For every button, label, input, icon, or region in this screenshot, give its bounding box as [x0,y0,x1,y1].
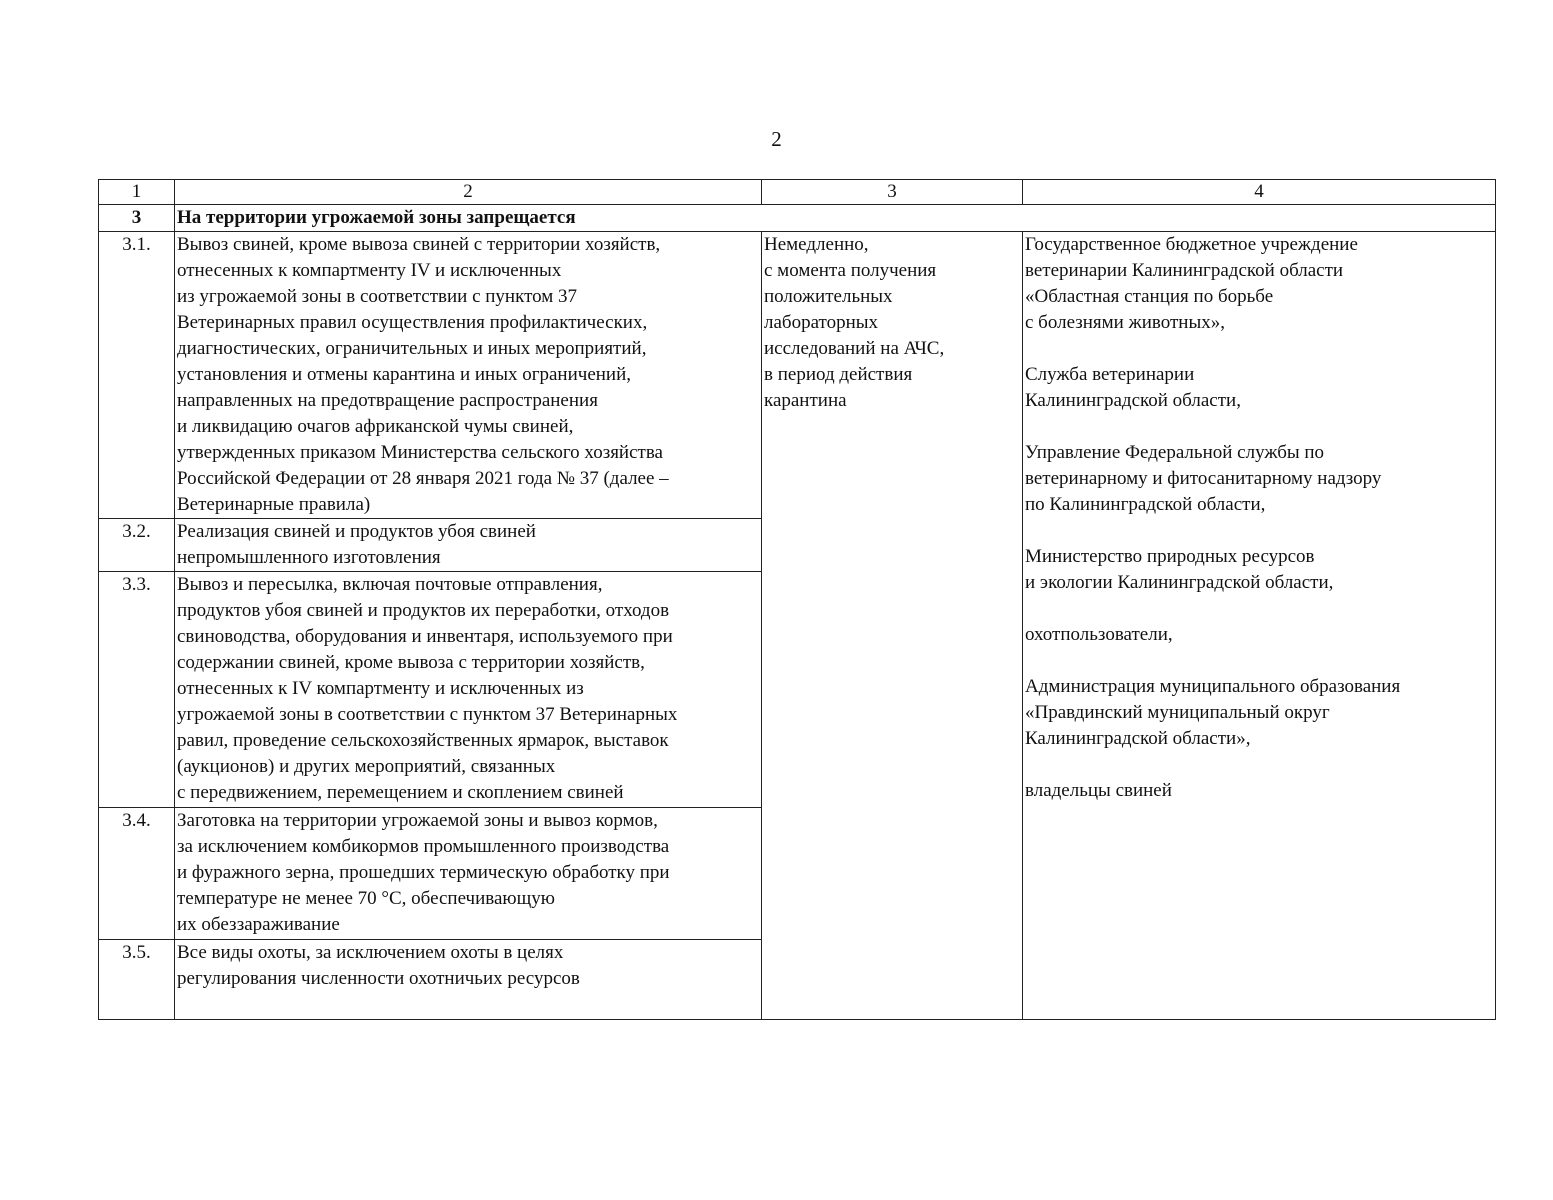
responsible-text: Государственное бюджетное учреждение ветеринарии Калининградской области «Областная станция по борьбе с болезнями животных», Служба ветеринарии Калининградской области, Управление Федеральной службы по ветеринарному и фитосанитарному надзору по Калининградской области, Министерство природных ресурсов и экологии Калининградской области, охотпользователи, Администрация муниципального образования «Правдинский муниципальный округ Калининградской области», владельцы свиней [1023,232,1496,1020]
column-number-2: 2 [175,180,762,205]
row-number: 3.3. [99,572,175,808]
page-number: 2 [771,127,782,151]
measure-text: Все виды охоты, за исключением охоты в целях регулирования численности охотничьих ресурсов [175,940,762,1020]
row-number: 3.2. [99,519,175,572]
measure-text: Вывоз свиней, кроме вывоза свиней с территории хозяйств, отнесенных к компартменту IV и исключенных из угрожаемой зоны в соответствии с пунктом 37 Ветеринарных правил осуществления профилактических, диагностических, ограничительных и иных мероприятий, установления и отмены карантина и иных ограничений, направленных на предотвращение распространения и ликвидацию очагов африканской чумы свиней, утвержденных приказом Министерства сельского хозяйства Российской Федерации от 28 января 2021 года № 37 (далее – Ветеринарные правила) [175,232,762,519]
section-number: 3 [99,205,175,232]
measure-text: Реализация свиней и продуктов убоя свиней непромышленного изготовления [175,519,762,572]
column-number-4: 4 [1023,180,1496,205]
deadline-text: Немедленно, с момента получения положительных лабораторных исследований на АЧС, в период действия карантина [762,232,1023,1020]
row-number: 3.4. [99,808,175,940]
table-row [99,232,1496,519]
column-number-row [99,180,1496,205]
measure-text: Вывоз и пересылка, включая почтовые отправления, продуктов убоя свиней и продуктов их переработки, отходов свиноводства, оборудования и инвентаря, используемого при содержании свиней, кроме вывоза с территории хозяйств, отнесенных к IV компартменту и исключенных из угрожаемой зоны в соответствии с пунктом 37 Ветеринарных равил, проведение сельскохозяйственных ярмарок, выставок (аукционов) и других мероприятий, связанных с передвижением, перемещением и скоплением свиней [175,572,762,808]
section-row [99,205,1496,232]
measures-table [98,179,1496,1020]
column-number-3: 3 [762,180,1023,205]
column-number-1: 1 [99,180,175,205]
measure-text: Заготовка на территории угрожаемой зоны и вывоз кормов, за исключением комбикормов промышленного производства и фуражного зерна, прошедших термическую обработку при температуре не менее 70 °С, обеспечивающую их обеззараживание [175,808,762,940]
row-number: 3.5. [99,940,175,1020]
row-number: 3.1. [99,232,175,519]
section-title: На территории угрожаемой зоны запрещается [175,205,1496,232]
